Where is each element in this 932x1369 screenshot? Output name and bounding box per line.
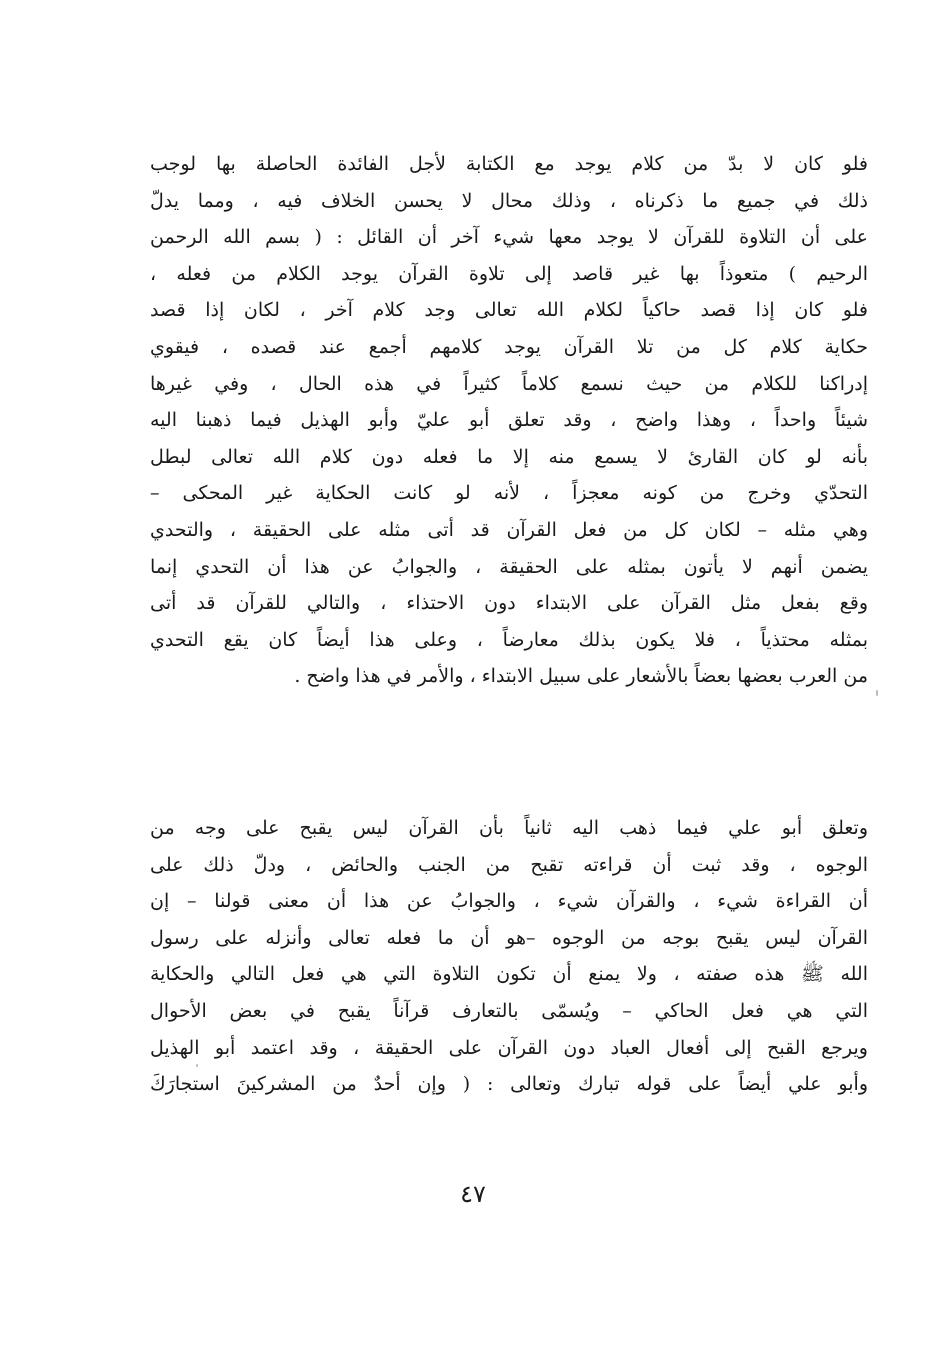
paragraph-2 [150,810,868,1103]
text-line: القرآن ليس يقبح بوجه من الوجوه –هو أن ما فعله تعالى وأنزله على رسول [150,926,868,949]
text-line: ويرجع القبح إلى أفعال العباد دون القرآن على الحقيقة ، وقد اعتمد أبو الهذيل [150,1036,868,1059]
text-line: حكاية كلام كل من تلا القرآن يوجد كلامهم أجمع عند قصده ، فيقوي [150,335,868,358]
text-line: ذلك في جميع ما ذكرناه ، وذلك محال لا يحسن الخلاف فيه ، ومما يدلّ [150,189,868,212]
paragraph-1 [150,146,868,695]
text-line: فلو كان لا بدّ من كلام يوجد مع الكتابة لأجل الفائدة الحاصلة بها لوجب [150,153,868,175]
text-line: الوجوه ، وقد ثبت أن قراءته تقبح من الجنب والحائض ، ودلّ ذلك على [150,853,868,876]
text-line: التي هي فعل الحاكي – ويُسمّى بالتعارف قرآناً يقبح في بعض الأحوال [150,999,868,1022]
scan-speck [876,690,878,696]
text-line: إدراكنا للكلام من حيث نسمع كلاماً كثيراً في هذه الحال ، وفي غيرها [150,372,868,395]
text-line: يضمن أنهم لا يأتون بمثله على الحقيقة ، والجوابُ عن هذا أن التحدي إنما [150,555,868,578]
text-line: من العرب بعضها بعضاً بالأشعار على سبيل الابتداء ، والأمر في هذا واضح . [294,665,868,688]
text-line: وهي مثله – لكان كل من فعل القرآن قد أتى مثله على الحقيقة ، والتحدي [150,518,868,541]
text-line: أن القراءة شيء ، والقرآن شيء ، والجوابُ عن هذا أن معنى قولنا – إن [150,890,868,913]
text-line: فلو كان إذا قصد حاكياً لكلام الله تعالى وجد كلام آخر ، لكان إذا قصد [150,299,868,322]
text-line: شيئاً واحداً ، وهذا واضح ، وقد تعلق أبو عليّ وأبو الهذيل فيما ذهبنا اليه [150,409,868,432]
text-line: بأنه لو كان القارئ لا يسمع منه إلا ما فعله دون كلام الله تعالى لبطل [150,445,868,468]
page-number [0,1180,932,1208]
text-line: الله ﷺ هذه صفته ، ولا يمنع أن تكون التلاوة التي هي فعل التالي والحكاية [150,963,868,986]
text-line: وقع بفعل مثل القرآن على الابتداء دون الاحتذاء ، والتالي للقرآن قد أتى [150,592,868,615]
text-line: على أن التلاوة للقرآن لا يوجد معها شيء آخر أن القائل : ( بسم الله الرحمن [150,226,868,249]
text-line: التحدّي وخرج من كونه معجزاً ، لأنه لو كانت الحكاية غير المحكى – [150,482,868,505]
text-line: الرحيم ) متعوذاً بها غير قاصد إلى تلاوة القرآن يوجد الكلام من فعله ، [150,262,868,285]
scan-speck [196,1064,198,1067]
text-line: وأبو علي أيضاً على قوله تبارك وتعالى : ( وإن أحدٌ من المشركينَ استجارَكَ [150,1073,868,1096]
text-line: وتعلق أبو علي فيما ذهب اليه ثانياً بأن القرآن ليس يقبح على وجه من [150,817,868,839]
page-number-text: ٤٧ [460,1180,486,1208]
text-line: بمثله محتذياً ، فلا يكون بذلك معارضاً ، وعلى هذا أيضاً كان يقع التحدي [150,628,868,651]
